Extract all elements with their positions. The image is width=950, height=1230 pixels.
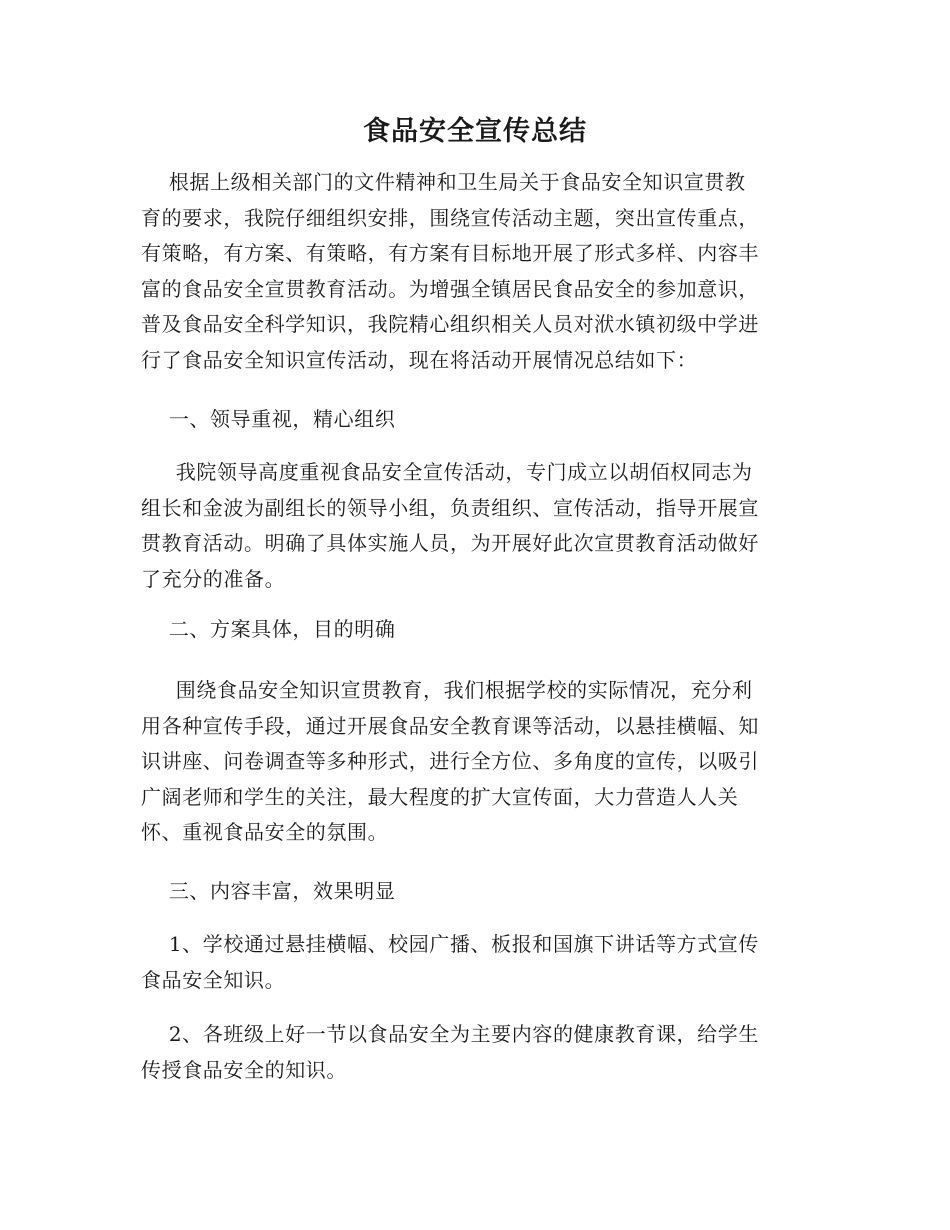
text-line: 围绕食品安全知识宣贯教育，我们根据学校的实际情况，充分利 xyxy=(141,678,753,702)
heading-line: 一、领导重视，精心组织 xyxy=(141,407,396,431)
text-line: 了充分的准备。 xyxy=(141,566,286,591)
list-item-1 xyxy=(141,927,809,998)
text-line: 广阔老师和学生的关注，最大程度的扩大宣传面，大力营造人人关 xyxy=(141,784,739,809)
text-line: 行了食品安全知识宣传活动，现在将活动开展情况总结如下： xyxy=(141,347,698,372)
section-heading-1 xyxy=(141,402,809,438)
text-line: 普及食品安全科学知识，我院精心组织相关人员对洑水镇初级中学进 xyxy=(141,312,759,336)
page-title: 食品安全宣传总结 xyxy=(363,116,587,147)
paragraph-plan xyxy=(141,673,809,851)
text-line: 育的要求，我院仔细组织安排，围绕宣传活动主题，突出宣传重点， xyxy=(141,205,759,230)
text-line: 2、各班级上好一节以食品安全为主要内容的健康教育课，给学生 xyxy=(141,1022,759,1046)
section-heading-2 xyxy=(141,612,809,648)
paragraph-intro xyxy=(141,165,809,378)
text-line: 传授食品安全的知识。 xyxy=(141,1057,347,1082)
section-heading-3 xyxy=(141,874,809,910)
list-item-2 xyxy=(141,1017,809,1088)
text-line: 组长和金波为副组长的领导小组，负责组织、宣传活动，指导开展宣 xyxy=(141,495,759,520)
heading-line: 三、内容丰富，效果明显 xyxy=(141,879,396,903)
text-line: 怀、重视食品安全的氛围。 xyxy=(141,820,389,844)
paragraph-leadership xyxy=(141,455,809,597)
heading-line: 二、方案具体，目的明确 xyxy=(141,617,396,641)
text-line: 1、学校通过悬挂横幅、校园广播、板报和国旗下讲话等方式宣传 xyxy=(141,932,759,956)
text-line: 食品安全知识。 xyxy=(141,967,286,992)
text-line: 贯教育活动。明确了具体实施人员，为开展好此次宣贯教育活动做好 xyxy=(141,531,759,555)
text-line: 用各种宣传手段，通过开展食品安全教育课等活动，以悬挂横幅、知 xyxy=(141,713,759,738)
text-line: 根据上级相关部门的文件精神和卫生局关于食品安全知识宣贯教 xyxy=(141,170,746,194)
text-line: 识讲座、问卷调查等多种形式，进行全方位、多角度的宣传，以吸引 xyxy=(141,749,759,773)
text-line: 富的食品安全宣贯教育活动。为增强全镇居民食品安全的参加意识， xyxy=(141,276,759,301)
text-line: 我院领导高度重视食品安全宣传活动，专门成立以胡佰权同志为 xyxy=(141,460,753,484)
text-line: 有策略，有方案、有策略，有方案有目标地开展了形式多样、内容丰 xyxy=(141,241,759,265)
